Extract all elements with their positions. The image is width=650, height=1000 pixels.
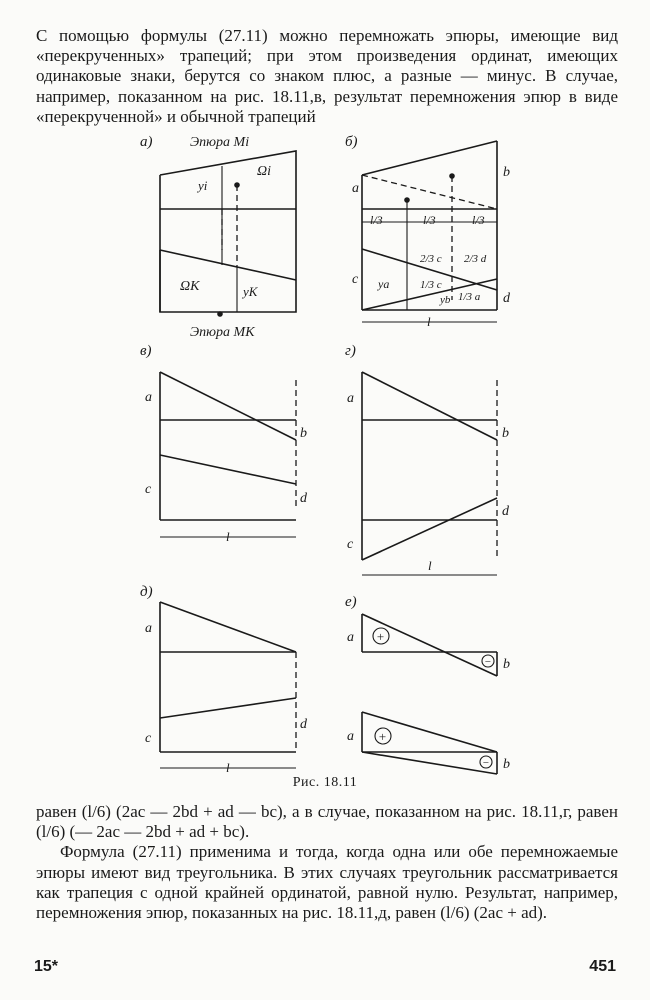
paragraph-result-line1: равен (l/6) (2ac — 2bd + ad — bc), а в случае, показанном на рис. 18.11,г, равен (l/6) (— 2ac — 2bd + ad + bc). bbox=[36, 802, 618, 842]
label-a-g: a bbox=[347, 391, 354, 406]
panel-label-g: г) bbox=[345, 343, 356, 359]
figure-caption: Рис. 18.11 bbox=[292, 775, 358, 790]
minus-sign-1: − bbox=[484, 656, 492, 668]
label-d-g: d bbox=[502, 504, 509, 519]
plus-sign-1: + bbox=[376, 629, 385, 644]
third-label-2: l/3 bbox=[423, 213, 436, 227]
two-thirds-d-label: 2/3 d bbox=[464, 253, 487, 265]
l-label-d: l bbox=[226, 760, 230, 775]
label-d-b: d bbox=[503, 291, 510, 306]
l-label-b: l bbox=[427, 314, 431, 329]
paragraph-intro: С помощью формулы (27.11) можно перемножать эпюры, имеющие вид «перекрученных» трапеций; при этом произведения ординат, имеющих одинаковые знаки, берутся со знаком плюс, а разные — минус. В случае, например, показанном на рис. 18.11,в, результат перемножения эпюр в виде «перекрученной» и обычной трапеций bbox=[36, 26, 618, 126]
label-c-d: c bbox=[145, 731, 152, 746]
label-c-g: c bbox=[347, 537, 354, 552]
panel-label-v: в) bbox=[140, 343, 152, 359]
y-i-label: yi bbox=[198, 178, 208, 193]
plus-sign-2: + bbox=[378, 729, 387, 744]
paragraph-formula: Формула (27.11) применима и тогда, когда одна или обе перемножаемые эпюры имеют вид треугольника. В этих случаях треугольник рассматривается как трапеция с одной крайней ординатой, равной нулю. Результат, например, перемножения эпюр, показанных на рис. 18.11,д, равен (l/6) (2ac + ad). bbox=[36, 842, 618, 923]
y-a-label: ya bbox=[378, 277, 390, 291]
label-b-v: b bbox=[300, 426, 307, 441]
panel-g-diagram bbox=[347, 372, 510, 575]
minus-sign-2: − bbox=[482, 757, 490, 769]
omega-k-label: ΩK bbox=[180, 279, 200, 294]
epura-mk-label: Эпюра MK bbox=[190, 325, 255, 340]
y-b-label: yb bbox=[440, 294, 451, 306]
label-b-b: b bbox=[503, 165, 510, 180]
label-b-e2: b bbox=[503, 757, 510, 772]
panel-label-d: д) bbox=[140, 584, 153, 600]
page-number: 451 bbox=[589, 958, 616, 975]
two-thirds-c-label: 2/3 c bbox=[420, 253, 442, 265]
label-a-e1: a bbox=[347, 630, 354, 645]
label-b-g: b bbox=[502, 426, 509, 441]
panel-e-diagram bbox=[347, 614, 510, 774]
panel-label-e: е) bbox=[345, 594, 357, 610]
label-a-v: a bbox=[145, 390, 152, 405]
l-label-g: l bbox=[428, 558, 432, 573]
third-a-label: 1/3 a bbox=[458, 291, 481, 303]
panel-b-diagram bbox=[352, 141, 511, 329]
third-c-label: 1/3 c bbox=[420, 279, 442, 291]
label-a-b: a bbox=[352, 181, 359, 196]
label-d-d: d bbox=[300, 717, 307, 732]
label-a-d: a bbox=[145, 621, 152, 636]
label-c-v: c bbox=[145, 482, 152, 497]
epura-mi-label: Эпюра Mi bbox=[190, 135, 250, 150]
label-a-e2: a bbox=[347, 729, 354, 744]
label-c-b: c bbox=[352, 272, 359, 287]
label-b-e1: b bbox=[503, 657, 510, 672]
panel-label-b: б) bbox=[345, 134, 358, 150]
footer-signature-mark: 15* bbox=[34, 958, 59, 975]
omega-i-label: Ωi bbox=[257, 164, 272, 179]
y-k-label: yK bbox=[243, 284, 258, 299]
panel-v-diagram bbox=[145, 372, 308, 544]
label-d-v: d bbox=[300, 491, 307, 506]
third-label-1: l/3 bbox=[370, 213, 383, 227]
panel-d-diagram bbox=[145, 602, 308, 775]
panel-label-a: а) bbox=[140, 134, 153, 150]
third-label-3: l/3 bbox=[472, 213, 485, 227]
paragraph-result bbox=[36, 802, 618, 923]
l-label-v: l bbox=[226, 529, 230, 544]
panel-a-diagram bbox=[160, 151, 296, 317]
